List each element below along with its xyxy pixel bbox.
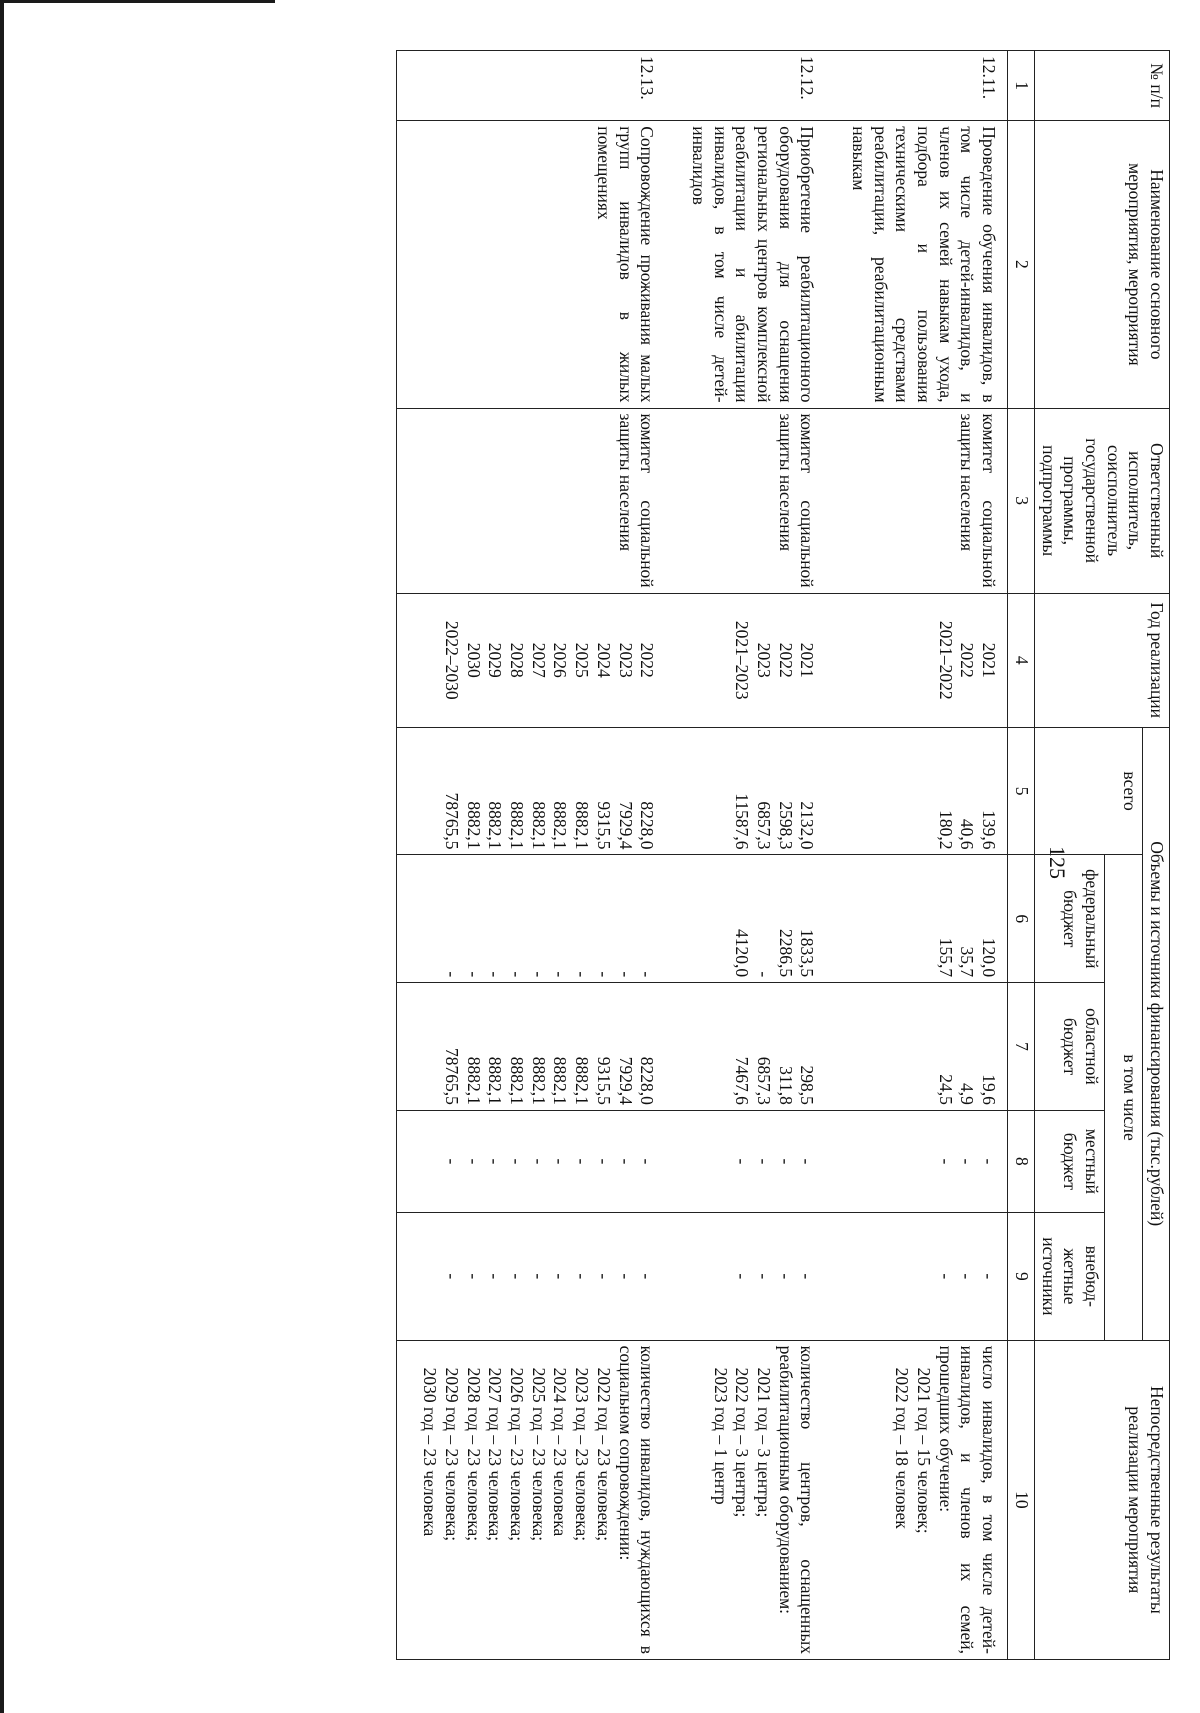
cell-value: -	[979, 1273, 1000, 1280]
cell-value: 4,9	[957, 1082, 978, 1105]
cell-value: 35,7	[957, 946, 978, 978]
cell-value: -	[615, 971, 636, 978]
cell-value: 2025	[572, 642, 593, 678]
cell-value: 78765,5	[442, 1047, 463, 1105]
cell-value: 2022	[775, 642, 796, 678]
cell-value: 8882,1	[550, 1056, 571, 1105]
result-item: 2026 год – 23 человека;	[507, 1367, 528, 1542]
cell-value: -	[593, 971, 614, 978]
cell-value: 24,5	[935, 1074, 956, 1105]
header-total: всего	[1034, 727, 1142, 855]
cell-value: -	[797, 1158, 818, 1165]
result-item: 2021 год – 3 центра;	[754, 1367, 774, 1518]
cell-value: -	[528, 1158, 549, 1165]
cell-value: 180,2	[935, 810, 956, 850]
cell-value: 2029	[485, 642, 506, 678]
regional-values	[665, 983, 825, 1111]
header-results: Непосредственные результаты реализации мероприятия	[1034, 1340, 1169, 1659]
cell-value: -	[442, 1273, 463, 1280]
scan-top-edge	[0, 0, 275, 3]
cell-value: 78765,5	[442, 792, 463, 850]
cell-value: 8882,1	[572, 801, 593, 850]
federal-values	[396, 855, 665, 983]
cell-value: 9315,5	[593, 801, 614, 850]
result-item: 2028 год – 23 человека;	[463, 1367, 484, 1542]
cell-value: -	[550, 971, 571, 978]
colnum: 3	[1008, 408, 1035, 593]
result-item: 2025 год – 23 человека;	[528, 1367, 549, 1542]
cell-value: 2023	[754, 642, 774, 678]
cell-value: 7929,4	[615, 1056, 636, 1105]
cell-value: 155,7	[935, 937, 956, 978]
header-year: Год реализации	[1034, 593, 1169, 727]
cell-value: 2026	[550, 642, 571, 678]
regional-values	[825, 983, 1007, 1111]
federal-values	[825, 855, 1007, 983]
cell-value: -	[775, 1158, 796, 1165]
result-item: 2030 год – 23 человека	[420, 1367, 441, 1537]
row-number: 12.11.	[825, 51, 1007, 121]
cell-value: 8882,1	[485, 1056, 506, 1105]
cell-value: -	[528, 971, 549, 978]
cell-value: 2021–2023	[732, 620, 753, 700]
local-values	[825, 1110, 1007, 1212]
cell-value: 8882,1	[463, 801, 484, 850]
column-numbers-row	[1008, 51, 1035, 1660]
cell-value: -	[507, 1158, 528, 1165]
cell-value: -	[615, 1273, 636, 1280]
results-cell	[825, 1340, 1007, 1659]
cell-value: 8882,1	[572, 1056, 593, 1105]
cell-value: -	[593, 1273, 614, 1280]
header-incl: в том числе	[1104, 855, 1142, 1340]
table-row	[825, 51, 1007, 1660]
colnum: 2	[1008, 121, 1035, 408]
cell-value: 7467,6	[732, 1056, 753, 1105]
cell-value: -	[637, 1158, 658, 1165]
header-name: Наименование основного мероприятия, мероприятия	[1034, 121, 1169, 408]
cell-value: -	[507, 971, 528, 978]
cell-value: -	[528, 1273, 549, 1280]
cell-value: 2022	[637, 642, 658, 678]
cell-value: -	[550, 1273, 571, 1280]
program-activities-table	[396, 50, 1170, 1660]
total-values	[396, 727, 665, 855]
cell-value: 1833,5	[797, 929, 818, 978]
table-header	[1008, 51, 1170, 1660]
header-loc: местный бюджет	[1034, 1110, 1104, 1212]
header-executor: Ответственный исполнитель, соисполнитель государственной программы, подпрограммы	[1034, 408, 1169, 593]
colnum: 5	[1008, 727, 1035, 855]
cell-value: -	[463, 971, 484, 978]
cell-value: 2286,5	[775, 929, 796, 978]
cell-value: -	[572, 1158, 593, 1165]
cell-value: -	[615, 1158, 636, 1165]
cell-value: -	[485, 971, 506, 978]
cell-value: 40,6	[957, 818, 978, 850]
result-item: 2024 год – 23 человека	[550, 1367, 571, 1537]
year-values	[665, 593, 825, 727]
cell-value: 4120,0	[732, 929, 753, 978]
cell-value: -	[485, 1158, 506, 1165]
responsible-executor: комитет социальной защиты населения	[825, 408, 1007, 593]
cell-value: 2132,0	[797, 801, 818, 850]
cell-value: -	[637, 971, 658, 978]
year-values	[396, 593, 665, 727]
extrabudget-values	[396, 1212, 665, 1340]
responsible-executor: комитет социальной защиты населения	[396, 408, 665, 593]
colnum: 1	[1008, 51, 1035, 121]
total-values	[825, 727, 1007, 855]
cell-value: 2030	[463, 642, 484, 678]
results-cell	[396, 1340, 665, 1659]
cell-value: 2021	[797, 642, 818, 678]
cell-value: 8882,1	[507, 1056, 528, 1105]
cell-value: -	[732, 1273, 753, 1280]
result-text: количество центров, оснащенных реабилитационным оборудованием:	[775, 1345, 818, 1654]
cell-value: -	[463, 1158, 484, 1165]
result-text: количество инвалидов, нуждающихся в социальном сопровождении:	[615, 1345, 658, 1654]
result-item: 2027 год – 23 человека;	[485, 1367, 506, 1542]
cell-value: 8882,1	[507, 801, 528, 850]
cell-value: 2023	[615, 642, 636, 678]
cell-value: 6857,3	[754, 1056, 774, 1105]
cell-value: -	[957, 1273, 978, 1280]
responsible-executor: комитет социальной защиты населения	[665, 408, 825, 593]
cell-value: -	[507, 1273, 528, 1280]
cell-value: 6857,3	[754, 801, 774, 850]
extrabudget-values	[665, 1212, 825, 1340]
cell-value: 8882,1	[528, 1056, 549, 1105]
cell-value: -	[797, 1273, 818, 1280]
cell-value: 2021	[979, 642, 1000, 678]
cell-value: -	[550, 1158, 571, 1165]
activity-name: Приобретение реабилитационного оборудования для оснащения региональных центров комплексной реабилитации и абилитации инвалидов, в том числе детей-инвалидов	[665, 121, 825, 408]
local-values	[665, 1110, 825, 1212]
result-item: 2022 год – 3 центра;	[732, 1367, 753, 1518]
colnum: 4	[1008, 593, 1035, 727]
cell-value: 120,0	[979, 937, 1000, 978]
cell-value: 8228,0	[637, 1056, 658, 1105]
cell-value: 2021–2022	[935, 620, 956, 700]
cell-value: -	[593, 1158, 614, 1165]
header-ext: внебюд-жетные источники	[1034, 1212, 1104, 1340]
header-no: № п/п	[1034, 51, 1169, 121]
cell-value: -	[957, 1158, 978, 1165]
results-cell	[665, 1340, 825, 1659]
cell-value: -	[442, 1158, 463, 1165]
cell-value: 7929,4	[615, 801, 636, 850]
cell-value: -	[637, 1273, 658, 1280]
cell-value: -	[732, 1158, 753, 1165]
row-number: 12.13.	[396, 51, 665, 121]
cell-value: 8228,0	[637, 801, 658, 850]
result-item: 2023 год – 1 центр	[710, 1367, 731, 1505]
cell-value: 311,8	[775, 1066, 796, 1105]
header-reg: областной бюджет	[1034, 983, 1104, 1111]
colnum: 10	[1008, 1340, 1035, 1659]
table-body	[396, 51, 1008, 1660]
activity-name: Проведение обучения инвалидов, в том числе детей-инвалидов, и членов их семей навыкам ухода, подбора и пользования техническими средствами реабилитации, реабилитационным навыкам	[825, 121, 1007, 408]
cell-value: -	[485, 1273, 506, 1280]
cell-value: 19,6	[979, 1074, 1000, 1105]
cell-value: 2022	[957, 642, 978, 678]
cell-value: -	[935, 1158, 956, 1165]
local-values	[396, 1110, 665, 1212]
cell-value: 8882,1	[550, 801, 571, 850]
cell-value: 8882,1	[528, 801, 549, 850]
cell-value: -	[754, 1273, 774, 1280]
scan-left-edge	[0, 0, 4, 1713]
header-funding: Объемы и источники финансирования (тыс.рублей)	[1143, 727, 1170, 1340]
year-values	[825, 593, 1007, 727]
cell-value: 2024	[593, 642, 614, 678]
colnum: 9	[1008, 1212, 1035, 1340]
cell-value: 298,5	[797, 1065, 818, 1105]
colnum: 7	[1008, 983, 1035, 1111]
cell-value: -	[442, 971, 463, 978]
cell-value: 139,6	[979, 810, 1000, 850]
result-text: число инвалидов, в том числе детей-инвалидов, и членов их семей, прошедших обучение:	[935, 1345, 1000, 1654]
cell-value: -	[775, 1273, 796, 1280]
row-number: 12.12.	[665, 51, 825, 121]
cell-value: 8882,1	[463, 1056, 484, 1105]
cell-value: -	[463, 1273, 484, 1280]
cell-value: -	[935, 1273, 956, 1280]
cell-value: -	[754, 971, 774, 978]
total-values	[665, 727, 825, 855]
table-row	[665, 51, 825, 1660]
cell-value: 2027	[528, 642, 549, 678]
extrabudget-values	[825, 1212, 1007, 1340]
page-number: 125	[1045, 846, 1070, 879]
colnum: 6	[1008, 855, 1035, 983]
result-item: 2021 год – 15 человек;	[914, 1367, 935, 1534]
cell-value: 11587,6	[732, 793, 753, 850]
cell-value: 9315,5	[593, 1056, 614, 1105]
cell-value: -	[572, 1273, 593, 1280]
cell-value: 2598,3	[775, 801, 796, 850]
result-item: 2023 год – 23 человека;	[572, 1367, 593, 1542]
cell-value: -	[979, 1158, 1000, 1165]
cell-value: -	[572, 971, 593, 978]
cell-value: 8882,1	[485, 801, 506, 850]
cell-value: -	[754, 1158, 774, 1165]
regional-values	[396, 983, 665, 1111]
activity-name: Сопровождение проживания малых групп инвалидов в жилых помещениях	[396, 121, 665, 408]
table-row	[396, 51, 665, 1660]
result-item: 2022 год – 23 человека;	[593, 1367, 614, 1542]
result-item: 2029 год – 23 человека;	[442, 1367, 463, 1542]
federal-values	[665, 855, 825, 983]
rotated-page-content	[140, 50, 1170, 1660]
cell-value: 2028	[507, 642, 528, 678]
colnum: 8	[1008, 1110, 1035, 1212]
header-fed: федеральный бюджет	[1034, 855, 1104, 983]
cell-value: 2022–2030	[442, 620, 463, 700]
result-item: 2022 год – 18 человек	[892, 1367, 913, 1529]
